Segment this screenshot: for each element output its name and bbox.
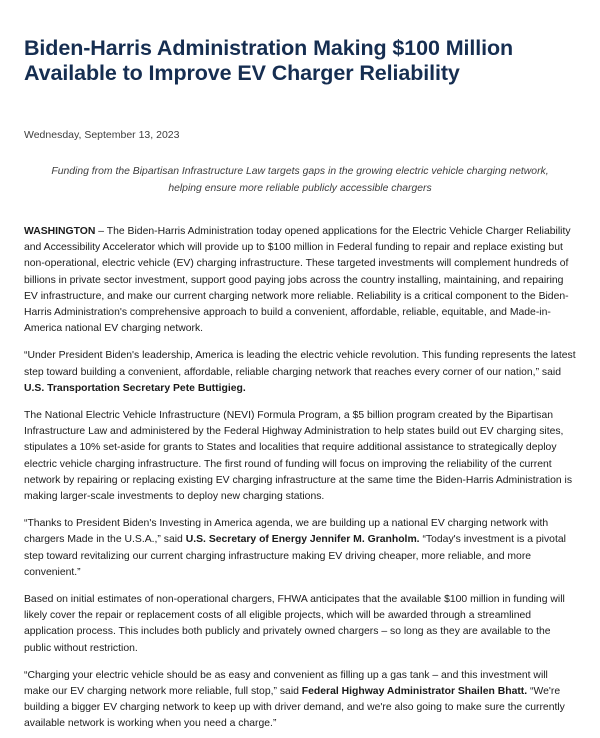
body-paragraph-4 [24, 516, 576, 581]
speaker-name-granholm: U.S. Secretary of Energy Jennifer M. Granholm. [185, 534, 420, 546]
body-paragraph-5 [24, 592, 576, 657]
paragraph-2-text: “Under President Biden's leadership, America is leading the electric vehicle revolution. This funding represents the latest step toward building a convenient, affordable, reliable charging network that reaches every corner of our nation,” said [24, 350, 576, 378]
page-title: Biden-Harris Administration Making $100 Million Available to Improve EV Charger Reliability [24, 36, 514, 85]
paragraph-5-text: Based on initial estimates of non-operational chargers, FHWA anticipates that the available $100 million in funding will likely cover the repair or replacement costs of all eligible projects, which will be awarded through a streamlined application process. This includes both publicly and privately owned chargers – so long as they are available to the public without restriction. [24, 594, 565, 654]
speaker-name-buttigieg: U.S. Transportation Secretary Pete Buttigieg. [24, 382, 246, 394]
paragraph-4-text-a: “Thanks to President Biden's Investing in America agenda, we are building up a national EV charging network with chargers Made in the U.S.A.,” said [24, 518, 549, 546]
paragraph-6-text-b: “We're building a bigger EV charging network to keep up with driver demand, and we're also going to make sure the currently available network is working when you need a charge.” [24, 686, 565, 730]
speaker-name-bhatt: Federal Highway Administrator Shailen Bhatt. [301, 686, 528, 698]
body-paragraph-2 [24, 348, 576, 397]
paragraph-1-text: – The Biden-Harris Administration today opened applications for the Electric Vehicle Charger Reliability and Accessibility Accelerator which will provide up to $100 million in Federal funding to repair and replace existing but non-operational, electric vehicle (EV) charging infrastructure. These targeted investments will complement hundreds of billions in private sector investment, support good paying jobs across the country installing, maintaining, and repairing EV infrastructure, and make our current charging network more reliable. Reliability is a critical component to the Biden-Harris Administration's comprehensive approach to build a convenient, affordable, reliable, equitable, and Made-in-America national EV charging network. [24, 226, 571, 335]
paragraph-6-text-a: “Charging your electric vehicle should be as easy and convenient as filling up a gas tank – and this investment will make our EV charging network more reliable, full stop,” said [24, 669, 548, 698]
paragraph-4-text-b: “Today's investment is a pivotal step toward revitalizing our current charging infrastructure making EV driving cheaper, more reliable, and more convenient.” [24, 534, 566, 578]
article-subtitle: Funding from the Bipartisan Infrastructure Law targets gaps in the growing electric vehicle charging network, helping ensure more reliable publicly accessible chargers [51, 166, 549, 194]
dateline: WASHINGTON [24, 226, 96, 237]
body-paragraph-6 [24, 668, 576, 733]
publish-date: Wednesday, September 13, 2023 [24, 129, 180, 141]
paragraph-3-text: The National Electric Vehicle Infrastructure (NEVI) Formula Program, a $5 billion program created by the Bipartisan Infrastructure Law and administered by the Federal Highway Administration to help states build out EV charging sites, stipulates a 10% set-aside for grants to States and localities that require additional assistance to strategically deploy electric vehicle charging infrastructure. The first round of funding will focus on improving the reliability of the current network by repairing or replacing existing EV charging infrastructure at the same time the Biden-Harris Administration is making larger-scale investments to deploy new charging stations. [24, 410, 573, 503]
body-paragraph-3 [24, 408, 576, 505]
body-paragraph-1 [24, 224, 576, 337]
